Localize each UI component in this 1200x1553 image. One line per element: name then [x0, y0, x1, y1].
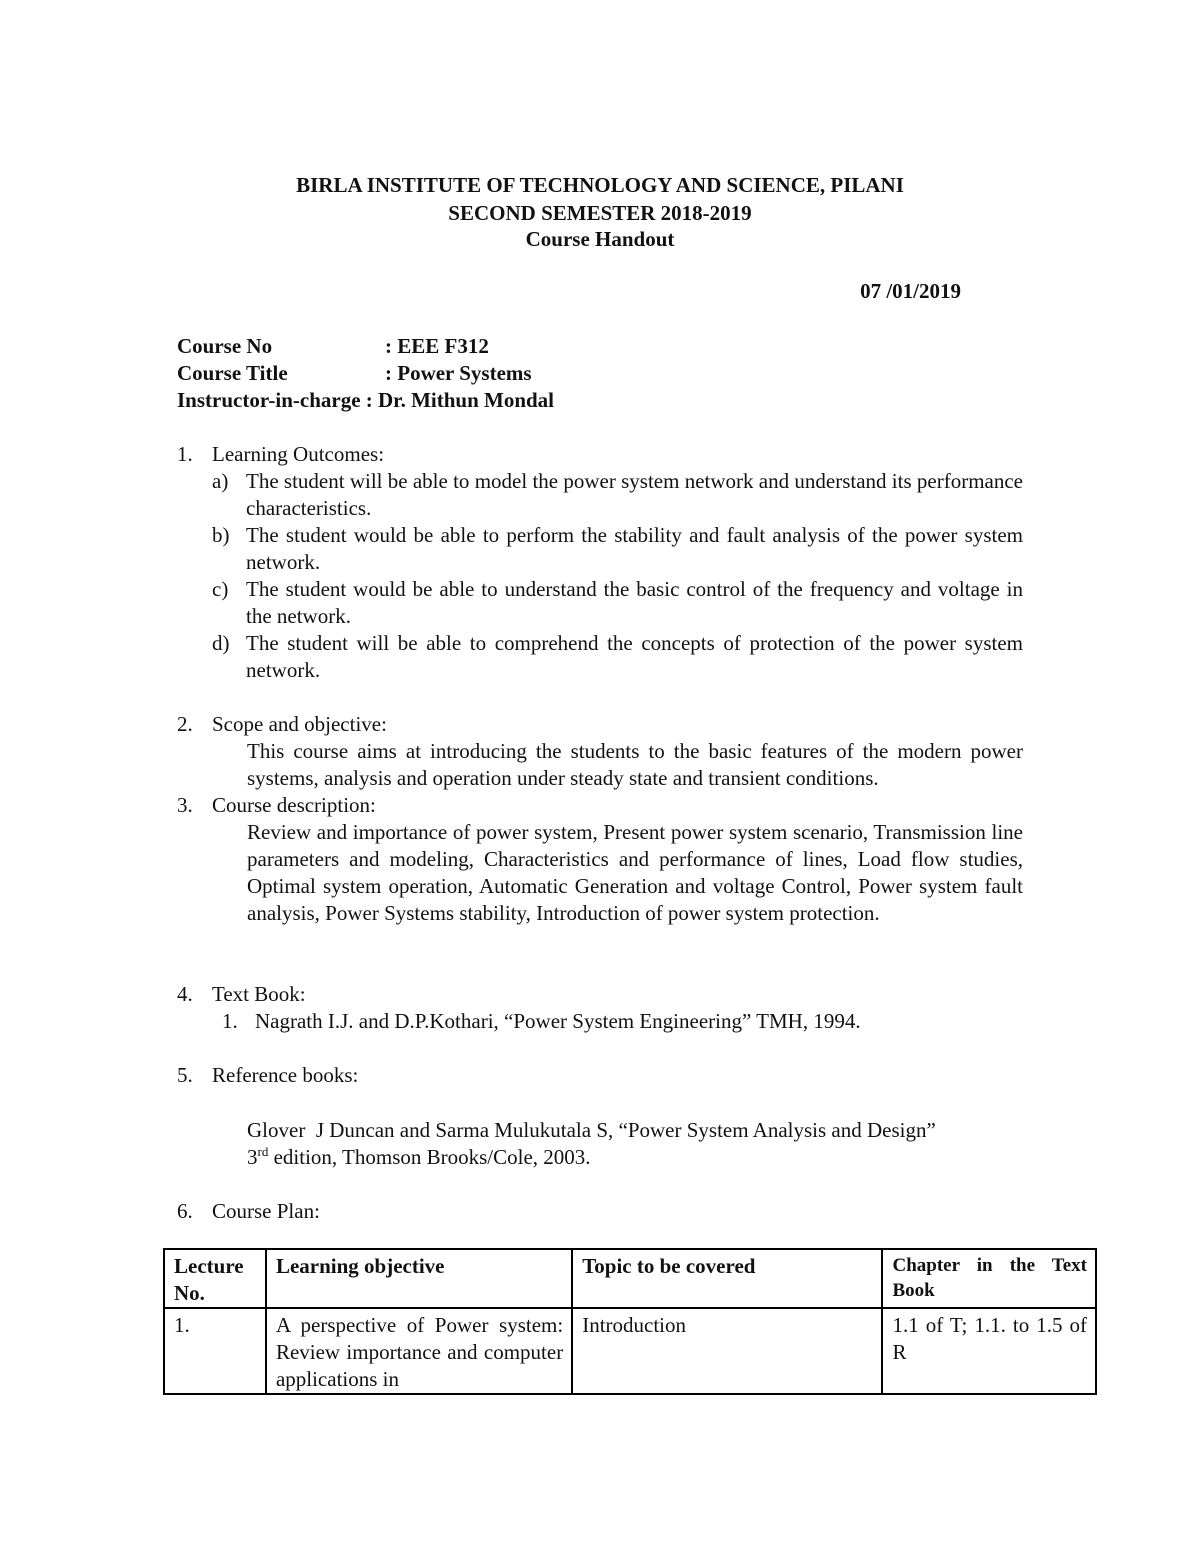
table-cell: A perspective of Power system: Review importance and computer applications in [266, 1308, 572, 1394]
course-title-row [177, 360, 532, 387]
section-number: 2. [177, 712, 193, 736]
course-plan-table [163, 1248, 1097, 1395]
instructor-value: : Dr. Mithun Mondal [365, 388, 555, 412]
reference-line-2 [247, 1144, 1023, 1171]
course-title-value: : Power Systems [385, 361, 532, 385]
item-text: The student will be able to model the power system network and understand its performance characteristics. [246, 469, 1023, 520]
section-title: Scope and objective: [212, 712, 387, 736]
column-header: Learning objective [266, 1249, 572, 1308]
text-book-item [222, 1008, 861, 1035]
section-title: Reference books: [212, 1063, 359, 1087]
reference-publisher: edition, Thomson Brooks/Cole, 2003. [268, 1145, 591, 1169]
reference-line-1: Glover J Duncan and Sarma Mulukutala S, “Power System Analysis and Design” [247, 1118, 936, 1142]
column-header: Topic to be covered [572, 1249, 882, 1308]
item-text: The student would be able to understand the basic control of the frequency and voltage in the network. [246, 577, 1023, 628]
edition-suffix: rd [257, 1144, 269, 1159]
item-label: c) [212, 577, 229, 601]
course-title-label: Course Title [177, 361, 288, 385]
item-text: The student will be able to comprehend the concepts of protection of the power system network. [246, 631, 1023, 682]
item-number: 1. [222, 1009, 238, 1033]
column-header: Lecture No. [164, 1249, 266, 1308]
list-item [212, 522, 1023, 576]
section-title: Text Book: [212, 982, 306, 1006]
table-cell: Introduction [572, 1308, 882, 1394]
section-title: Course Plan: [212, 1199, 320, 1223]
table-cell: 1. [164, 1308, 266, 1394]
list-item [212, 468, 1023, 522]
section-number: 5. [177, 1063, 193, 1087]
list-item [212, 576, 1023, 630]
edition-number: 3 [247, 1145, 258, 1169]
item-text: The student would be able to perform the stability and fault analysis of the power system network. [246, 523, 1023, 574]
section-number: 3. [177, 793, 193, 817]
list-item [212, 630, 1023, 684]
handout-date: 07 /01/2019 [860, 279, 961, 303]
table-header-row [164, 1249, 1096, 1308]
table-row [164, 1308, 1096, 1394]
description-text: Review and importance of power system, Present power system scenario, Transmission line parameters and modeling, Characteristics and performance of lines, Load flow studies, Optimal system operation, Automatic Generation and voltage Control, Power system fault analysis, Power Systems stability, Introduction of power system protection. [247, 820, 1023, 925]
learning-outcomes-list [212, 468, 1023, 684]
item-label: d) [212, 631, 230, 655]
course-no-label: Course No [177, 334, 273, 358]
document-type: Course Handout [525, 227, 675, 251]
table-cell: 1.1 of T; 1.1. to 1.5 of R [882, 1308, 1096, 1394]
semester-title: SECOND SEMESTER 2018-2019 [448, 201, 752, 225]
section-number: 1. [177, 442, 193, 466]
course-no-row [177, 333, 489, 360]
column-header: Chapter in the Text Book [882, 1249, 1096, 1308]
section-title: Course description: [212, 793, 376, 817]
item-text: Nagrath I.J. and D.P.Kothari, “Power System Engineering” TMH, 1994. [255, 1009, 861, 1033]
scope-text: This course aims at introducing the students to the basic features of the modern power systems, analysis and operation under steady state and transient conditions. [247, 739, 1023, 790]
course-no-value: : EEE F312 [385, 334, 489, 358]
instructor-label: Instructor-in-charge [177, 388, 361, 412]
section-number: 6. [177, 1199, 193, 1223]
item-label: a) [212, 469, 229, 493]
section-number: 4. [177, 982, 193, 1006]
section-title: Learning Outcomes: [212, 442, 385, 466]
institute-name: BIRLA INSTITUTE OF TECHNOLOGY AND SCIENCE, PILANI [296, 173, 904, 197]
instructor-row [177, 387, 554, 414]
item-label: b) [212, 523, 230, 547]
